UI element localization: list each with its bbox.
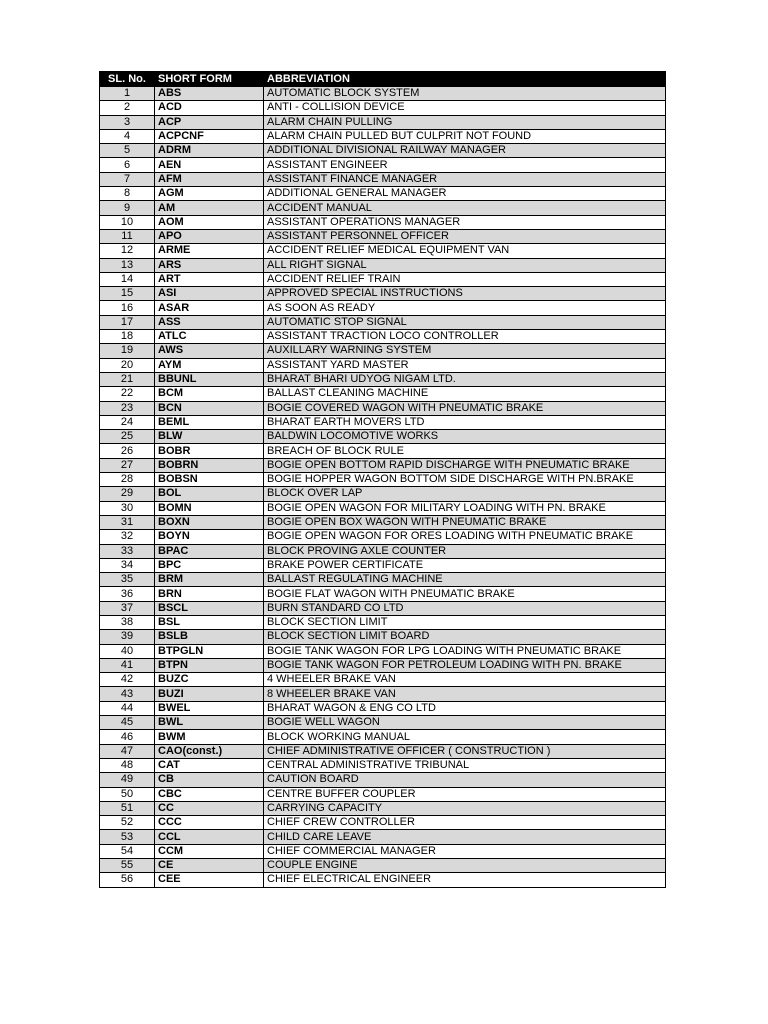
row-sl-no: 46 xyxy=(100,730,155,744)
row-sl-no: 28 xyxy=(100,473,155,487)
row-abbreviation: ADDITIONAL GENERAL MANAGER xyxy=(264,187,666,201)
row-short-form: AWS xyxy=(155,344,264,358)
row-short-form: BUZC xyxy=(155,673,264,687)
row-short-form: BUZI xyxy=(155,687,264,701)
table-row xyxy=(100,244,666,258)
row-short-form: BBUNL xyxy=(155,372,264,386)
row-abbreviation: AUXILLARY WARNING SYSTEM xyxy=(264,344,666,358)
row-short-form: APO xyxy=(155,229,264,243)
row-sl-no: 50 xyxy=(100,787,155,801)
table-row xyxy=(100,758,666,772)
row-short-form: BTPGLN xyxy=(155,644,264,658)
row-abbreviation: BLOCK WORKING MANUAL xyxy=(264,730,666,744)
table-row xyxy=(100,816,666,830)
row-abbreviation: ALARM CHAIN PULLED BUT CULPRIT NOT FOUND xyxy=(264,129,666,143)
row-sl-no: 48 xyxy=(100,758,155,772)
row-short-form: AM xyxy=(155,201,264,215)
row-abbreviation: ACCIDENT RELIEF MEDICAL EQUIPMENT VAN xyxy=(264,244,666,258)
row-short-form: CC xyxy=(155,801,264,815)
row-short-form: AEN xyxy=(155,158,264,172)
row-abbreviation: ALL RIGHT SIGNAL xyxy=(264,258,666,272)
row-short-form: BOBSN xyxy=(155,473,264,487)
table-row xyxy=(100,215,666,229)
row-abbreviation: BOGIE TANK WAGON FOR LPG LOADING WITH PNEUMATIC BRAKE xyxy=(264,644,666,658)
row-short-form: ATLC xyxy=(155,330,264,344)
row-abbreviation: BOGIE OPEN BOTTOM RAPID DISCHARGE WITH PNEUMATIC BRAKE xyxy=(264,458,666,472)
row-short-form: ART xyxy=(155,272,264,286)
row-abbreviation: AUTOMATIC STOP SIGNAL xyxy=(264,315,666,329)
row-sl-no: 4 xyxy=(100,129,155,143)
row-short-form: BEML xyxy=(155,415,264,429)
row-sl-no: 23 xyxy=(100,401,155,415)
row-short-form: CE xyxy=(155,859,264,873)
row-abbreviation: ACCIDENT MANUAL xyxy=(264,201,666,215)
row-abbreviation: BOGIE FLAT WAGON WITH PNEUMATIC BRAKE xyxy=(264,587,666,601)
row-sl-no: 42 xyxy=(100,673,155,687)
table-row xyxy=(100,415,666,429)
row-abbreviation: BOGIE OPEN WAGON FOR ORES LOADING WITH PNEUMATIC BRAKE xyxy=(264,530,666,544)
row-short-form: ADRM xyxy=(155,144,264,158)
table-row xyxy=(100,873,666,887)
row-short-form: AGM xyxy=(155,187,264,201)
header-sl-no: SL. No. xyxy=(100,72,155,87)
row-sl-no: 49 xyxy=(100,773,155,787)
row-abbreviation: ASSISTANT TRACTION LOCO CONTROLLER xyxy=(264,330,666,344)
row-abbreviation: BHARAT BHARI UDYOG NIGAM LTD. xyxy=(264,372,666,386)
row-sl-no: 1 xyxy=(100,87,155,101)
row-short-form: AOM xyxy=(155,215,264,229)
row-sl-no: 30 xyxy=(100,501,155,515)
table-row xyxy=(100,101,666,115)
row-short-form: ASI xyxy=(155,287,264,301)
table-row xyxy=(100,744,666,758)
row-short-form: ASAR xyxy=(155,301,264,315)
row-short-form: CBC xyxy=(155,787,264,801)
table-row xyxy=(100,716,666,730)
table-row xyxy=(100,87,666,101)
row-short-form: BOBR xyxy=(155,444,264,458)
row-abbreviation: ANTI - COLLISION DEVICE xyxy=(264,101,666,115)
row-sl-no: 35 xyxy=(100,573,155,587)
table-row xyxy=(100,115,666,129)
row-sl-no: 37 xyxy=(100,601,155,615)
table-row xyxy=(100,844,666,858)
row-short-form: BPAC xyxy=(155,544,264,558)
row-sl-no: 3 xyxy=(100,115,155,129)
row-abbreviation: BLOCK SECTION LIMIT BOARD xyxy=(264,630,666,644)
row-sl-no: 56 xyxy=(100,873,155,887)
header-row xyxy=(100,72,666,87)
row-sl-no: 53 xyxy=(100,830,155,844)
row-sl-no: 43 xyxy=(100,687,155,701)
row-abbreviation: BURN STANDARD CO LTD xyxy=(264,601,666,615)
row-sl-no: 45 xyxy=(100,716,155,730)
table-row xyxy=(100,673,666,687)
row-short-form: CAO(const.) xyxy=(155,744,264,758)
table-row xyxy=(100,315,666,329)
row-sl-no: 5 xyxy=(100,144,155,158)
row-abbreviation: ALARM CHAIN PULLING xyxy=(264,115,666,129)
row-abbreviation: ASSISTANT YARD MASTER xyxy=(264,358,666,372)
row-sl-no: 8 xyxy=(100,187,155,201)
table-row xyxy=(100,358,666,372)
table-row xyxy=(100,687,666,701)
row-abbreviation: BOGIE HOPPER WAGON BOTTOM SIDE DISCHARGE WITH PN.BRAKE xyxy=(264,473,666,487)
table-row xyxy=(100,630,666,644)
row-abbreviation: BOGIE OPEN WAGON FOR MILITARY LOADING WITH PN. BRAKE xyxy=(264,501,666,515)
row-abbreviation: AS SOON AS READY xyxy=(264,301,666,315)
table-row xyxy=(100,272,666,286)
row-abbreviation: BLOCK SECTION LIMIT xyxy=(264,615,666,629)
table-row xyxy=(100,172,666,186)
table-row xyxy=(100,258,666,272)
row-short-form: ABS xyxy=(155,87,264,101)
table-row xyxy=(100,144,666,158)
row-short-form: BSL xyxy=(155,615,264,629)
row-sl-no: 40 xyxy=(100,644,155,658)
row-sl-no: 51 xyxy=(100,801,155,815)
row-short-form: CAT xyxy=(155,758,264,772)
row-sl-no: 36 xyxy=(100,587,155,601)
table-row xyxy=(100,859,666,873)
row-abbreviation: CHIEF CREW CONTROLLER xyxy=(264,816,666,830)
row-abbreviation: CENTRAL ADMINISTRATIVE TRIBUNAL xyxy=(264,758,666,772)
row-short-form: BOMN xyxy=(155,501,264,515)
row-sl-no: 31 xyxy=(100,515,155,529)
table-row xyxy=(100,187,666,201)
row-sl-no: 54 xyxy=(100,844,155,858)
row-abbreviation: BOGIE COVERED WAGON WITH PNEUMATIC BRAKE xyxy=(264,401,666,415)
table-row xyxy=(100,501,666,515)
table-row xyxy=(100,601,666,615)
row-short-form: ACPCNF xyxy=(155,129,264,143)
row-abbreviation: BHARAT EARTH MOVERS LTD xyxy=(264,415,666,429)
header-short-form: SHORT FORM xyxy=(155,72,264,87)
table-row xyxy=(100,201,666,215)
row-sl-no: 10 xyxy=(100,215,155,229)
row-sl-no: 18 xyxy=(100,330,155,344)
row-sl-no: 16 xyxy=(100,301,155,315)
table-row xyxy=(100,830,666,844)
row-sl-no: 26 xyxy=(100,444,155,458)
row-abbreviation: CHIEF COMMERCIAL MANAGER xyxy=(264,844,666,858)
table-header xyxy=(100,72,666,87)
table-row xyxy=(100,773,666,787)
row-abbreviation: ASSISTANT OPERATIONS MANAGER xyxy=(264,215,666,229)
row-short-form: ARS xyxy=(155,258,264,272)
row-short-form: BOYN xyxy=(155,530,264,544)
row-sl-no: 17 xyxy=(100,315,155,329)
row-abbreviation: BOGIE WELL WAGON xyxy=(264,716,666,730)
row-abbreviation: 8 WHEELER BRAKE VAN xyxy=(264,687,666,701)
table-row xyxy=(100,487,666,501)
table-row xyxy=(100,330,666,344)
row-short-form: BWM xyxy=(155,730,264,744)
table-row xyxy=(100,287,666,301)
row-abbreviation: CHIEF ADMINISTRATIVE OFFICER ( CONSTRUCTION ) xyxy=(264,744,666,758)
row-short-form: BOBRN xyxy=(155,458,264,472)
row-sl-no: 41 xyxy=(100,658,155,672)
row-short-form: BRM xyxy=(155,573,264,587)
row-short-form: AYM xyxy=(155,358,264,372)
row-abbreviation: CHIEF ELECTRICAL ENGINEER xyxy=(264,873,666,887)
row-sl-no: 2 xyxy=(100,101,155,115)
table-row xyxy=(100,401,666,415)
row-short-form: AFM xyxy=(155,172,264,186)
row-abbreviation: ASSISTANT FINANCE MANAGER xyxy=(264,172,666,186)
row-abbreviation: BHARAT WAGON & ENG CO LTD xyxy=(264,701,666,715)
row-sl-no: 38 xyxy=(100,615,155,629)
table-row xyxy=(100,658,666,672)
table-row xyxy=(100,558,666,572)
row-short-form: ARME xyxy=(155,244,264,258)
row-short-form: BPC xyxy=(155,558,264,572)
row-abbreviation: ADDITIONAL DIVISIONAL RAILWAY MANAGER xyxy=(264,144,666,158)
row-sl-no: 33 xyxy=(100,544,155,558)
table-row xyxy=(100,530,666,544)
table-row xyxy=(100,801,666,815)
table-row xyxy=(100,515,666,529)
row-short-form: BWL xyxy=(155,716,264,730)
table-row xyxy=(100,372,666,386)
row-short-form: BLW xyxy=(155,430,264,444)
table-row xyxy=(100,644,666,658)
row-sl-no: 24 xyxy=(100,415,155,429)
row-sl-no: 47 xyxy=(100,744,155,758)
header-abbreviation: ABBREVIATION xyxy=(264,72,666,87)
abbreviation-table xyxy=(99,71,666,888)
row-abbreviation: CARRYING CAPACITY xyxy=(264,801,666,815)
table-row xyxy=(100,615,666,629)
row-short-form: BSCL xyxy=(155,601,264,615)
row-abbreviation: ASSISTANT ENGINEER xyxy=(264,158,666,172)
table-row xyxy=(100,129,666,143)
table-body xyxy=(100,87,666,888)
table-row xyxy=(100,473,666,487)
row-short-form: CEE xyxy=(155,873,264,887)
row-sl-no: 13 xyxy=(100,258,155,272)
row-sl-no: 20 xyxy=(100,358,155,372)
row-abbreviation: BALDWIN LOCOMOTIVE WORKS xyxy=(264,430,666,444)
table-row xyxy=(100,787,666,801)
row-abbreviation: BREACH OF BLOCK RULE xyxy=(264,444,666,458)
row-sl-no: 22 xyxy=(100,387,155,401)
row-abbreviation: 4 WHEELER BRAKE VAN xyxy=(264,673,666,687)
row-abbreviation: ASSISTANT PERSONNEL OFFICER xyxy=(264,229,666,243)
table-row xyxy=(100,158,666,172)
row-sl-no: 7 xyxy=(100,172,155,186)
row-sl-no: 52 xyxy=(100,816,155,830)
row-sl-no: 55 xyxy=(100,859,155,873)
row-sl-no: 21 xyxy=(100,372,155,386)
row-sl-no: 11 xyxy=(100,229,155,243)
row-abbreviation: BOGIE OPEN BOX WAGON WITH PNEUMATIC BRAKE xyxy=(264,515,666,529)
table-row xyxy=(100,344,666,358)
row-abbreviation: BLOCK PROVING AXLE COUNTER xyxy=(264,544,666,558)
row-short-form: BWEL xyxy=(155,701,264,715)
row-abbreviation: CHILD CARE LEAVE xyxy=(264,830,666,844)
row-abbreviation: BLOCK OVER LAP xyxy=(264,487,666,501)
row-sl-no: 27 xyxy=(100,458,155,472)
table-row xyxy=(100,701,666,715)
table-row xyxy=(100,587,666,601)
table-row xyxy=(100,229,666,243)
row-abbreviation: CAUTION BOARD xyxy=(264,773,666,787)
table-row xyxy=(100,430,666,444)
row-abbreviation: AUTOMATIC BLOCK SYSTEM xyxy=(264,87,666,101)
row-short-form: ACD xyxy=(155,101,264,115)
row-sl-no: 25 xyxy=(100,430,155,444)
row-sl-no: 29 xyxy=(100,487,155,501)
row-short-form: ASS xyxy=(155,315,264,329)
row-sl-no: 19 xyxy=(100,344,155,358)
row-short-form: BRN xyxy=(155,587,264,601)
row-abbreviation: APPROVED SPECIAL INSTRUCTIONS xyxy=(264,287,666,301)
row-short-form: ACP xyxy=(155,115,264,129)
row-short-form: BSLB xyxy=(155,630,264,644)
row-abbreviation: BRAKE POWER CERTIFICATE xyxy=(264,558,666,572)
row-sl-no: 32 xyxy=(100,530,155,544)
table-row xyxy=(100,573,666,587)
row-short-form: BOXN xyxy=(155,515,264,529)
row-short-form: CCM xyxy=(155,844,264,858)
row-abbreviation: BALLAST CLEANING MACHINE xyxy=(264,387,666,401)
table-row xyxy=(100,730,666,744)
table-row xyxy=(100,444,666,458)
row-sl-no: 44 xyxy=(100,701,155,715)
row-abbreviation: BOGIE TANK WAGON FOR PETROLEUM LOADING WITH PN. BRAKE xyxy=(264,658,666,672)
row-abbreviation: COUPLE ENGINE xyxy=(264,859,666,873)
row-short-form: BOL xyxy=(155,487,264,501)
row-sl-no: 39 xyxy=(100,630,155,644)
table-row xyxy=(100,301,666,315)
row-sl-no: 6 xyxy=(100,158,155,172)
row-sl-no: 34 xyxy=(100,558,155,572)
table-row xyxy=(100,458,666,472)
row-sl-no: 14 xyxy=(100,272,155,286)
row-short-form: CB xyxy=(155,773,264,787)
row-short-form: CCL xyxy=(155,830,264,844)
row-sl-no: 12 xyxy=(100,244,155,258)
row-sl-no: 15 xyxy=(100,287,155,301)
row-short-form: BCN xyxy=(155,401,264,415)
row-short-form: BCM xyxy=(155,387,264,401)
table-row xyxy=(100,387,666,401)
row-abbreviation: BALLAST REGULATING MACHINE xyxy=(264,573,666,587)
row-short-form: BTPN xyxy=(155,658,264,672)
row-sl-no: 9 xyxy=(100,201,155,215)
row-abbreviation: CENTRE BUFFER COUPLER xyxy=(264,787,666,801)
row-short-form: CCC xyxy=(155,816,264,830)
table-row xyxy=(100,544,666,558)
row-abbreviation: ACCIDENT RELIEF TRAIN xyxy=(264,272,666,286)
